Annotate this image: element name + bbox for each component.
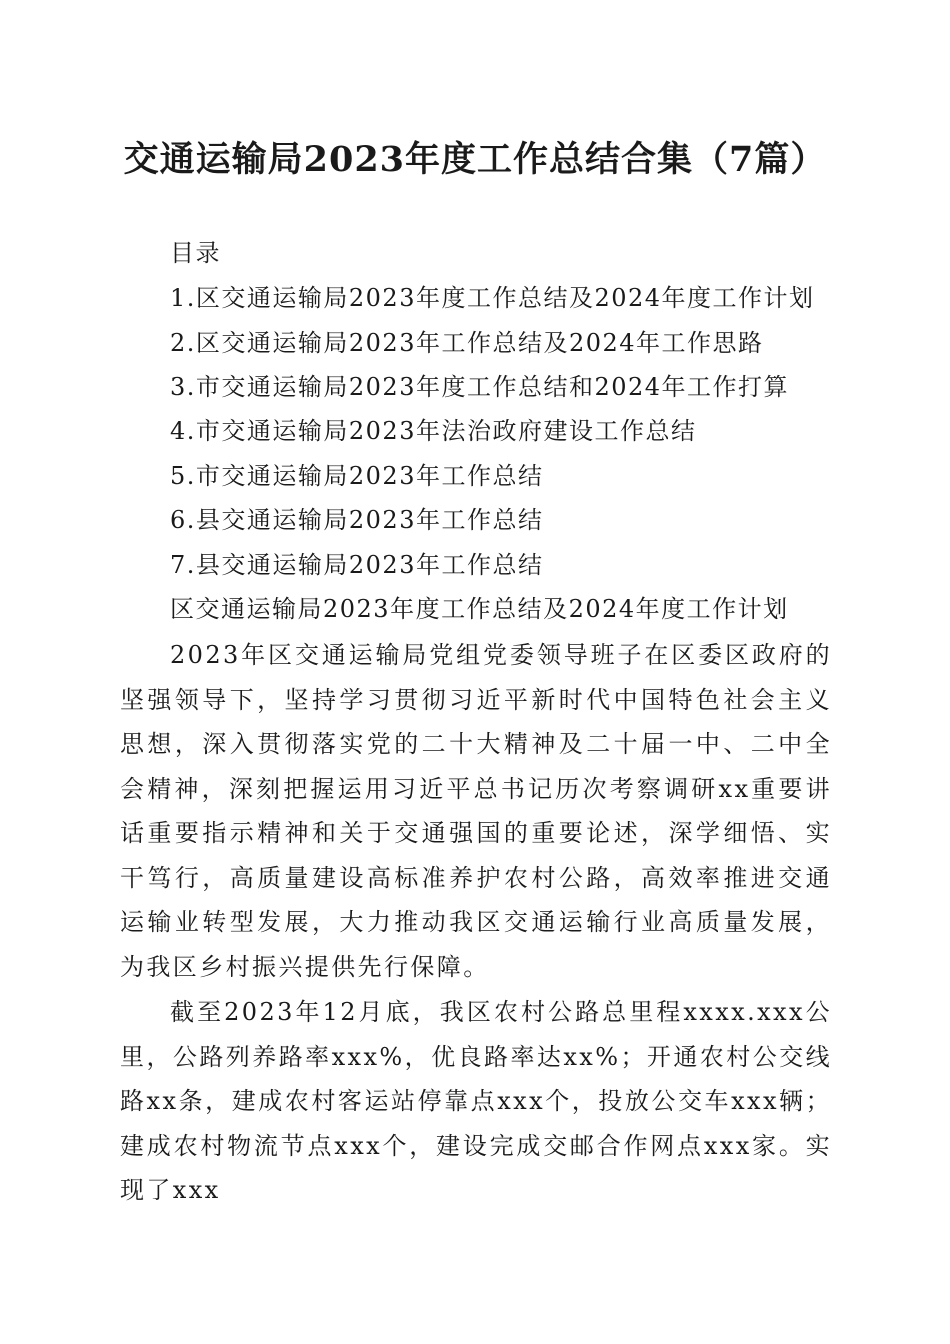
toc-item-3: 3.市交通运输局2023年度工作总结和2024年工作打算 — [170, 373, 790, 401]
toc-item-6: 6.县交通运输局2023年工作总结 — [170, 506, 544, 534]
document-title: 交通运输局2023年度工作总结合集（7篇） — [123, 139, 827, 180]
body-paragraph-2: 截至2023年12月底，我区农村公路总里程xxxx.xxx公里，公路列养路率xxx%，优良路率达xx%；开通农村公交线路xx条，建成农村客运站停靠点xxx个，投放公交车xxx辆；建成农村物流节点xxx个，建设完成交邮合作网点xxx家。实现了xxx — [120, 998, 832, 1204]
toc-item-7: 7.县交通运输局2023年工作总结 — [170, 551, 544, 579]
section-heading: 区交通运输局2023年度工作总结及2024年度工作计划 — [170, 595, 789, 623]
body-paragraph-1: 2023年区交通运输局党组党委领导班子在区委区政府的坚强领导下，坚持学习贯彻习近平新时代中国特色社会主义思想，深入贯彻落实党的二十大精神及二十届一中、二中全会精神，深刻把握运用习近平总书记历次考察调研xx重要讲话重要指示精神和关于交通强国的重要论述，深学细悟、实干笃行，高质量建设高标准养护农村公路，高效率推进交通运输业转型发展，大力推动我区交通运输行业高质量发展，为我区乡村振兴提供先行保障。 — [120, 641, 832, 981]
toc-item-2: 2.区交通运输局2023年工作总结及2024年工作思路 — [170, 329, 764, 357]
toc-item-1: 1.区交通运输局2023年度工作总结及2024年度工作计划 — [170, 284, 815, 312]
toc-item-4: 4.市交通运输局2023年法治政府建设工作总结 — [170, 417, 697, 445]
toc-heading: 目录 — [170, 239, 221, 267]
toc-item-5: 5.市交通运输局2023年工作总结 — [170, 462, 544, 490]
